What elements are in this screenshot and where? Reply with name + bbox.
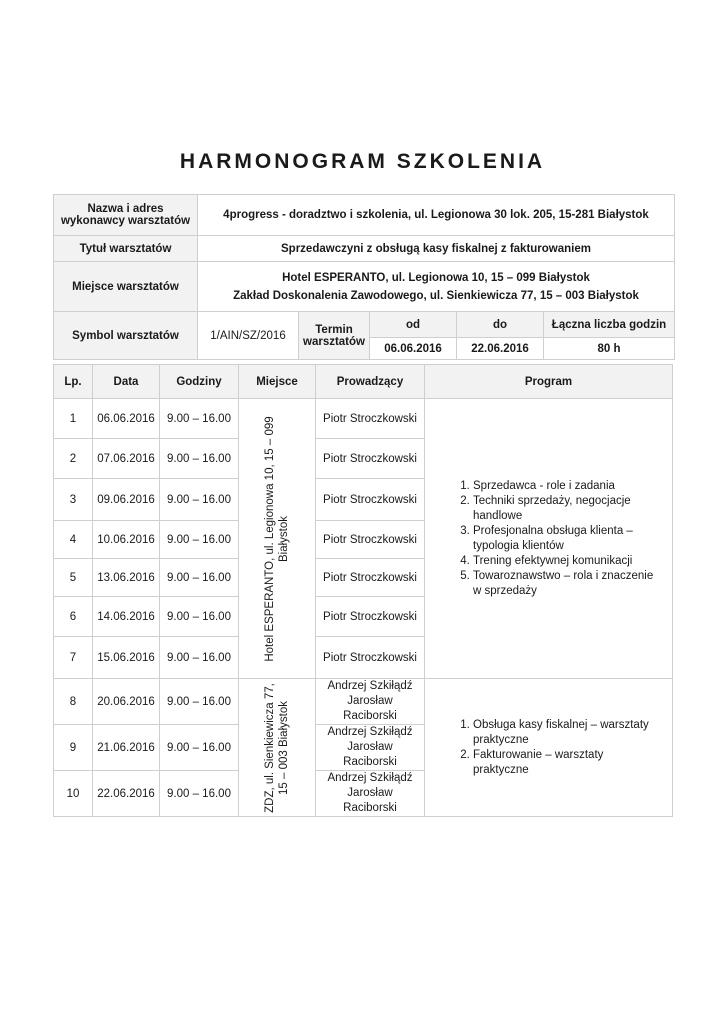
row-lecturer: Piotr Stroczkowski	[316, 521, 425, 559]
term-label: Termin warsztatów	[299, 312, 370, 360]
row-date: 09.06.2016	[93, 479, 160, 521]
place-line-1: Hotel ESPERANTO, ul. Legionowa 10, 15 – 099 Białystok	[282, 271, 590, 284]
header-lp: Lp.	[54, 365, 93, 399]
header-date: Data	[93, 365, 160, 399]
program-group-2	[425, 679, 673, 817]
header-program: Program	[425, 365, 673, 399]
program-item: 1. Obsługa kasy fiskalnej – warsztaty praktyczne	[473, 718, 662, 748]
row-hours: 9.00 – 16.00	[160, 771, 239, 817]
lecturer-name: Andrzej Szkiłądź	[327, 726, 413, 738]
row-lecturer: Piotr Stroczkowski	[316, 399, 425, 439]
lecturer-name: Andrzej Szkiłądź	[327, 772, 413, 784]
row-date: 07.06.2016	[93, 439, 160, 479]
symbol-value: 1/AIN/SZ/2016	[198, 312, 299, 360]
header-place: Miejsce	[239, 365, 316, 399]
place-value	[198, 262, 675, 312]
row-hours: 9.00 – 16.00	[160, 399, 239, 439]
lecturer-name: Jarosław Raciborski	[343, 787, 397, 814]
row-lecturer: Piotr Stroczkowski	[316, 439, 425, 479]
row-lecturer	[316, 771, 425, 817]
row-lp: 5	[54, 559, 93, 597]
program-item: 2. Techniki sprzedaży, negocjacje handlowe	[473, 494, 662, 524]
row-lecturer: Piotr Stroczkowski	[316, 559, 425, 597]
place-line-2: Zakład Doskonalenia Zawodowego, ul. Sienkiewicza 77, 15 – 003 Białystok	[233, 289, 639, 302]
place-label: Miejsce warsztatów	[54, 262, 198, 312]
program-item: 2. Fakturowanie – warsztaty praktyczne	[473, 748, 662, 778]
row-date: 06.06.2016	[93, 399, 160, 439]
row-date: 10.06.2016	[93, 521, 160, 559]
place-group-2-line-2: 15 – 003 Białystok	[278, 700, 290, 795]
contractor-label: Nazwa i adres wykonawcy warsztatów	[54, 195, 198, 236]
row-lecturer: Piotr Stroczkowski	[316, 597, 425, 637]
row-hours: 9.00 – 16.00	[160, 725, 239, 771]
to-value: 22.06.2016	[457, 338, 544, 360]
program-group-1	[425, 399, 673, 679]
row-hours: 9.00 – 16.00	[160, 597, 239, 637]
header-hours: Godziny	[160, 365, 239, 399]
row-date: 15.06.2016	[93, 637, 160, 679]
info-table	[53, 194, 675, 360]
place-group-2-line-1: ZDZ, ul. Sienkiewicza 77,	[264, 682, 276, 813]
row-lecturer	[316, 679, 425, 725]
row-lp: 9	[54, 725, 93, 771]
schedule-table	[53, 364, 673, 817]
row-lp: 3	[54, 479, 93, 521]
from-label: od	[370, 312, 457, 338]
program-list-2	[447, 718, 662, 778]
lecturer-name: Jarosław Raciborski	[343, 695, 397, 722]
program-item: 4. Trening efektywnej komunikacji	[473, 554, 662, 569]
place-group-1-line-1: Hotel ESPERANTO, ul. Legionowa 10, 15 – 099	[264, 415, 276, 662]
page-title: HARMONOGRAM SZKOLENIA	[179, 150, 546, 173]
symbol-label: Symbol warsztatów	[54, 312, 198, 360]
row-lp: 4	[54, 521, 93, 559]
row-lp: 2	[54, 439, 93, 479]
row-lp: 8	[54, 679, 93, 725]
row-hours: 9.00 – 16.00	[160, 637, 239, 679]
row-date: 22.06.2016	[93, 771, 160, 817]
title-label: Tytuł warsztatów	[54, 236, 198, 262]
row-lp: 6	[54, 597, 93, 637]
header-lecturer: Prowadzący	[316, 365, 425, 399]
title-value: Sprzedawczyni z obsługą kasy fiskalnej z fakturowaniem	[198, 236, 675, 262]
place-group-2	[239, 679, 316, 817]
row-date: 21.06.2016	[93, 725, 160, 771]
table-row	[54, 399, 673, 439]
place-group-1	[239, 399, 316, 679]
row-hours: 9.00 – 16.00	[160, 479, 239, 521]
row-date: 13.06.2016	[93, 559, 160, 597]
row-lp: 1	[54, 399, 93, 439]
place-group-1-line-2: Białystok	[278, 515, 290, 562]
row-hours: 9.00 – 16.00	[160, 679, 239, 725]
hours-label: Łączna liczba godzin	[544, 312, 675, 338]
lecturer-name: Jarosław Raciborski	[343, 741, 397, 768]
row-lecturer: Piotr Stroczkowski	[316, 479, 425, 521]
contractor-value: 4progress - doradztwo i szkolenia, ul. Legionowa 30 lok. 205, 15-281 Białystok	[198, 195, 675, 236]
row-lp: 7	[54, 637, 93, 679]
row-date: 20.06.2016	[93, 679, 160, 725]
to-label: do	[457, 312, 544, 338]
program-item: 5. Towaroznawstwo – rola i znaczenie w sprzedaży	[473, 569, 662, 599]
program-item: 1. Sprzedawca - role i zadania	[473, 479, 662, 494]
row-hours: 9.00 – 16.00	[160, 439, 239, 479]
table-row	[54, 679, 673, 725]
program-item: 3. Profesjonalna obsługa klienta – typologia klientów	[473, 524, 662, 554]
row-hours: 9.00 – 16.00	[160, 521, 239, 559]
lecturer-name: Andrzej Szkiłądź	[327, 680, 413, 692]
row-hours: 9.00 – 16.00	[160, 559, 239, 597]
row-lecturer	[316, 725, 425, 771]
row-date: 14.06.2016	[93, 597, 160, 637]
from-value: 06.06.2016	[370, 338, 457, 360]
row-lp: 10	[54, 771, 93, 817]
hours-value: 80 h	[544, 338, 675, 360]
row-lecturer: Piotr Stroczkowski	[316, 637, 425, 679]
program-list-1	[447, 479, 662, 599]
